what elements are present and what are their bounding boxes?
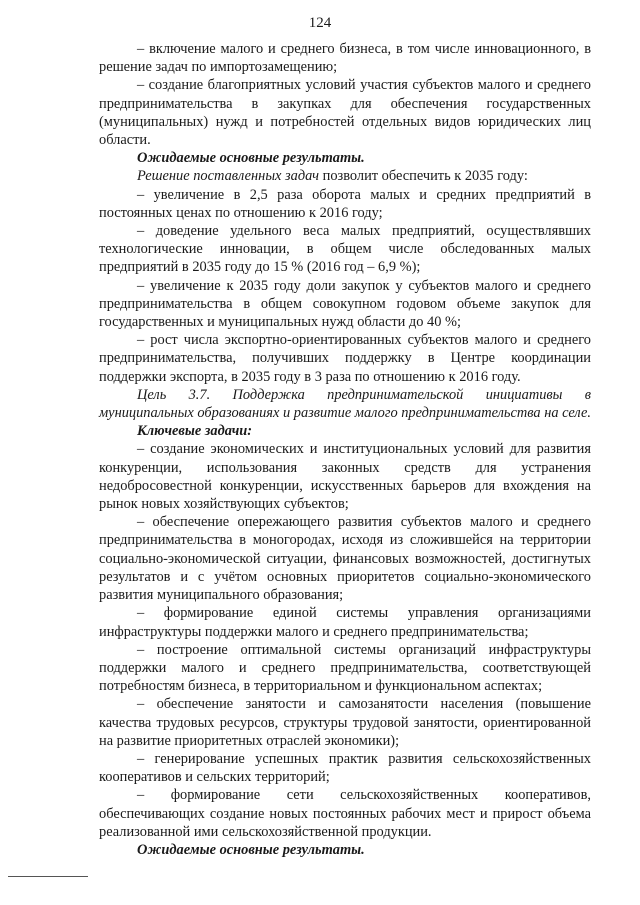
paragraph: – обеспечение занятости и самозанятости населения (повышение качества трудовых ресурсов, структуры трудовой занятости, ориентированной на развитие приоритетных отраслей экономики); [99, 696, 591, 749]
goal-heading: Цель 3.7. Поддержка предпринимательской инициативы в муниципальных образованиях и развитие малого предпринимательства на селе. [99, 386, 591, 422]
paragraph: – формирование сети сельскохозяйственных кооперативов, обеспечивающих создание новых постоянных рабочих мест и прирост объема реализованной ими сельскохозяйственной продукции. [99, 787, 591, 840]
paragraph: – увеличение к 2035 году доли закупок у субъектов малого и среднего предпринимательства в общем совокупном годовом объеме закупок для государственных и муниципальных нужд области до 40 %; [99, 277, 591, 331]
paragraph: – рост числа экспортно-ориентированных субъектов малого и среднего предпринимательства, получивших поддержку в Центре координации поддержки экспорта, в 2035 году в 3 раза по отношению к 2016 году. [99, 332, 591, 385]
paragraph: – доведение удельного веса малых предприятий, осуществлявших технологические инновации, в общем числе обследованных малых предприятий в 2035 году до 15 % (2016 год – 6,9 %); [99, 223, 591, 276]
paragraph: – включение малого и среднего бизнеса, в том числе инновационного, в решение задач по импортозамещению; [99, 41, 591, 76]
section-heading: Ожидаемые основные результаты. [137, 150, 365, 167]
section-heading: Ожидаемые основные результаты. [137, 841, 365, 858]
paragraph: – создание благоприятных условий участия субъектов малого и среднего предпринимательства в закупках для обеспечения государственных (муниципальных) нужд и потребностей отдельных видов юридических лиц области. [99, 77, 591, 149]
paragraph [99, 167, 591, 185]
footer-divider [8, 876, 88, 877]
paragraph: – увеличение в 2,5 раза оборота малых и средних предприятий в постоянных ценах по отношению к 2016 году; [99, 186, 591, 221]
italic-phrase: Решение поставленных задач [137, 168, 320, 185]
paragraph: – обеспечение опережающего развития субъектов малого и среднего предпринимательства в моногородах, исходя из сложившейся на территории социально-экономической ситуации, финансовых возможностей, достигнутых результатов и с учётом основных приоритетов социально-экономического развития муниципального образования; [99, 514, 591, 604]
section-heading: Ключевые задачи: [137, 423, 253, 440]
paragraph: – построение оптимальной системы организаций инфраструктуры поддержки малого и среднего предпринимательства, соответствующей потребностям бизнеса, в территориальном и функциональном аспектах; [99, 641, 591, 695]
paragraph-text: позволит обеспечить к 2035 году: [319, 168, 528, 185]
paragraph: – генерирование успешных практик развития сельскохозяйственных кооперативов и сельских территорий; [99, 750, 591, 786]
paragraph: – создание экономических и институциональных условий для развития конкуренции, использования законных средств для устранения недобросовестной конкуренции, искусственных барьеров для вхождения на рынок новых хозяйствующих субъектов; [99, 441, 591, 513]
page-number: 124 [308, 15, 332, 31]
page-content [99, 40, 591, 859]
paragraph: – формирование единой системы управления организациями инфраструктуры поддержки малого и среднего предпринимательства; [99, 605, 591, 640]
